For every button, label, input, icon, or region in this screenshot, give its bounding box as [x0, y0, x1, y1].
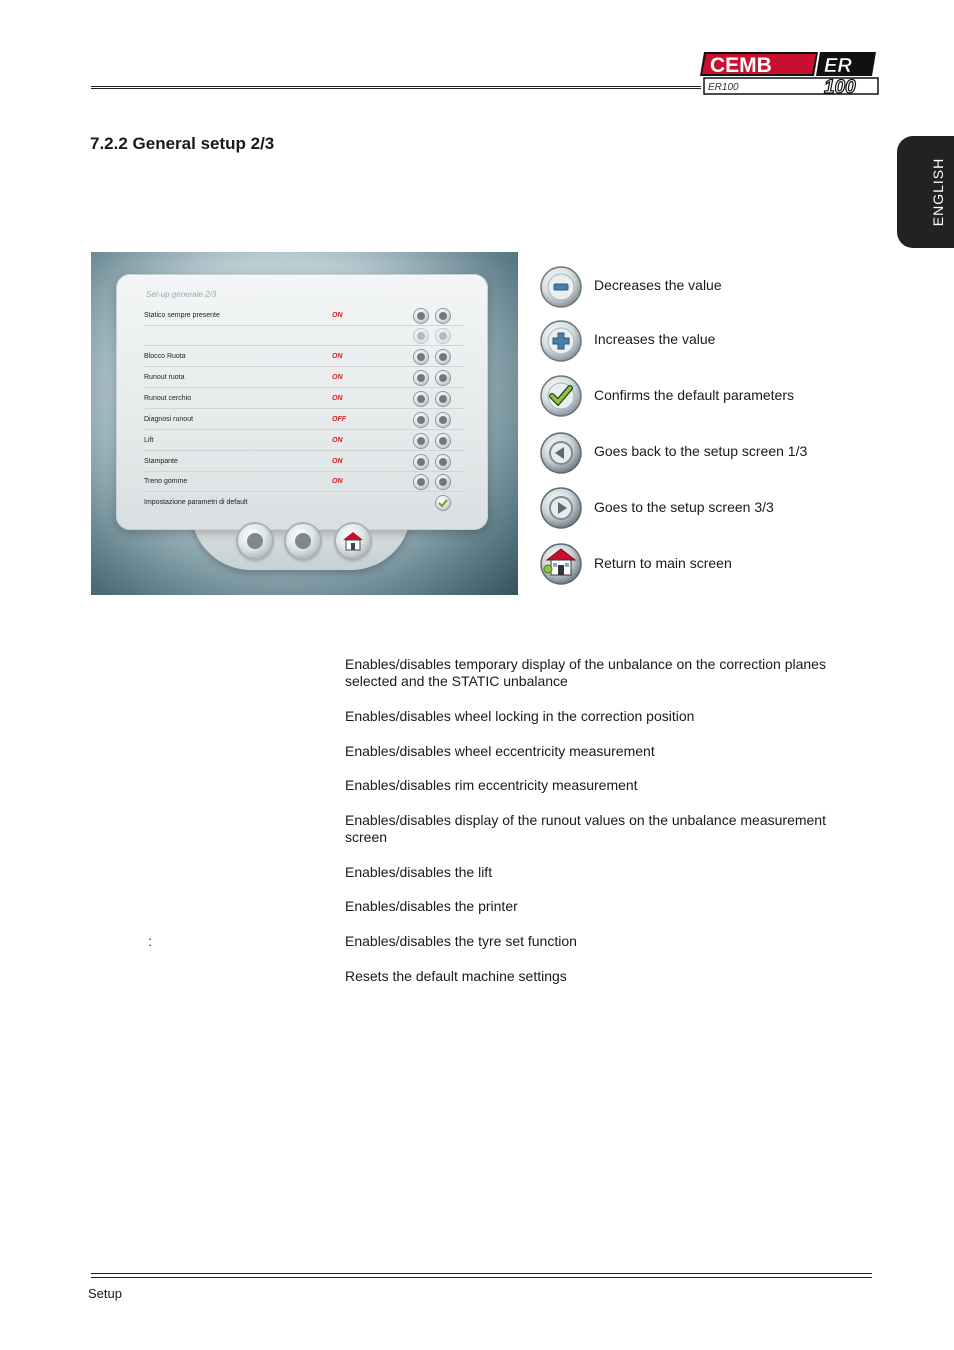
description-tyre-set: Enables/disables the tyre set function — [345, 933, 577, 949]
setup-row-label: Diagnosi runout — [144, 416, 194, 423]
minus-button[interactable] — [414, 392, 428, 406]
legend-check-button — [540, 375, 582, 417]
legend-text: Decreases the value — [594, 277, 722, 293]
setup-row-label: Runout ruota — [144, 374, 185, 381]
check-icon — [436, 496, 450, 510]
setup-row — [144, 347, 464, 367]
language-tab — [897, 136, 954, 248]
setup-row-label: Blocco Ruota — [144, 353, 186, 360]
setup-row-value: ON — [332, 478, 343, 485]
minus-button[interactable] — [414, 329, 428, 343]
plus-button[interactable] — [436, 309, 450, 323]
setup-row-label: Treno gomme — [144, 478, 188, 485]
legend-text: Confirms the default parameters — [594, 387, 794, 403]
section-title: 7.2.2 General setup 2/3 — [90, 134, 275, 153]
footer-section-label: Setup — [88, 1286, 122, 1301]
setup-row — [144, 306, 464, 326]
plus-button[interactable] — [436, 392, 450, 406]
check-icon — [540, 375, 582, 417]
logo-brand: CEMB — [710, 54, 772, 77]
plus-button[interactable] — [436, 434, 450, 448]
home-icon — [342, 530, 364, 552]
setup-row-label: Lift — [144, 437, 154, 444]
setup-screen-image — [91, 252, 518, 595]
description-wheel-lock: Enables/disables wheel locking in the correction position — [345, 708, 695, 724]
setup-row-label: Statico sempre presente — [144, 312, 220, 319]
home-button[interactable] — [336, 524, 370, 558]
plus-button[interactable] — [436, 413, 450, 427]
back-arrow-icon — [540, 432, 582, 474]
setup-row-label: Impostazione parametri di default — [144, 499, 248, 506]
forward-button[interactable] — [286, 524, 320, 558]
plus-button[interactable] — [436, 329, 450, 343]
setup-screen-title: Set-up generale 2/3 — [146, 290, 217, 299]
setup-row-value: ON — [332, 312, 343, 319]
setup-row-label: Runout cerchio — [144, 395, 192, 402]
legend-back-button — [540, 432, 582, 474]
setup-row — [144, 410, 464, 430]
setup-row — [144, 493, 464, 513]
description-default: Resets the default machine settings — [345, 968, 567, 984]
setup-row — [144, 431, 464, 451]
minus-icon — [540, 266, 582, 308]
setup-row-value: ON — [332, 374, 343, 381]
forward-arrow-icon — [295, 533, 311, 549]
logo-model: ER — [824, 55, 852, 77]
legend-text: Return to main screen — [594, 555, 732, 571]
minus-button[interactable] — [414, 350, 428, 364]
setup-panel — [116, 274, 488, 530]
plus-button[interactable] — [436, 350, 450, 364]
description-colon: : — [148, 933, 152, 949]
plus-icon — [540, 320, 582, 362]
header-rule — [91, 86, 701, 89]
minus-button[interactable] — [414, 434, 428, 448]
plus-button[interactable] — [436, 371, 450, 385]
description-rim-runout: Enables/disables rim eccentricity measurement — [345, 777, 638, 793]
minus-button[interactable] — [414, 475, 428, 489]
setup-row — [144, 472, 464, 492]
language-tab-label: ENGLISH — [929, 157, 946, 227]
logo-number: 100 — [824, 77, 856, 98]
setup-row-label: Stampante — [144, 458, 178, 465]
setup-row-value: ON — [332, 395, 343, 402]
plus-button[interactable] — [436, 475, 450, 489]
minus-button[interactable] — [414, 455, 428, 469]
setup-row — [144, 452, 464, 472]
setup-row-value: ON — [332, 458, 343, 465]
home-icon — [540, 543, 582, 585]
cemb-er100-logo — [700, 48, 880, 98]
back-button[interactable] — [238, 524, 272, 558]
description-static: Enables/disables temporary display of the unbalance on the correction planes selected and the STATIC unbalance — [345, 656, 826, 689]
description-wheel-runout: Enables/disables wheel eccentricity measurement — [345, 743, 655, 759]
legend-text: Increases the value — [594, 331, 716, 347]
setup-row — [144, 326, 464, 346]
legend-home-button — [540, 543, 582, 585]
minus-button[interactable] — [414, 413, 428, 427]
setup-row-value: ON — [332, 353, 343, 360]
legend-text: Goes to the setup screen 3/3 — [594, 499, 774, 515]
back-arrow-icon — [247, 533, 263, 549]
legend-plus-button — [540, 320, 582, 362]
forward-arrow-icon — [540, 487, 582, 529]
description-printer: Enables/disables the printer — [345, 898, 518, 914]
logo-subline: ER100 — [708, 82, 739, 93]
confirm-default-button[interactable] — [436, 496, 450, 510]
legend-text: Goes back to the setup screen 1/3 — [594, 443, 808, 459]
setup-row-value: ON — [332, 437, 343, 444]
setup-row-value: OFF — [332, 416, 346, 423]
minus-button[interactable] — [414, 309, 428, 323]
setup-row — [144, 368, 464, 388]
plus-button[interactable] — [436, 455, 450, 469]
description-runout-diagnosis: Enables/disables display of the runout values on the unbalance measurement screen — [345, 812, 826, 845]
description-lift: Enables/disables the lift — [345, 864, 493, 880]
minus-button[interactable] — [414, 371, 428, 385]
legend-minus-button — [540, 266, 582, 308]
footer-rule — [91, 1273, 872, 1278]
setup-row — [144, 389, 464, 409]
legend-forward-button — [540, 487, 582, 529]
